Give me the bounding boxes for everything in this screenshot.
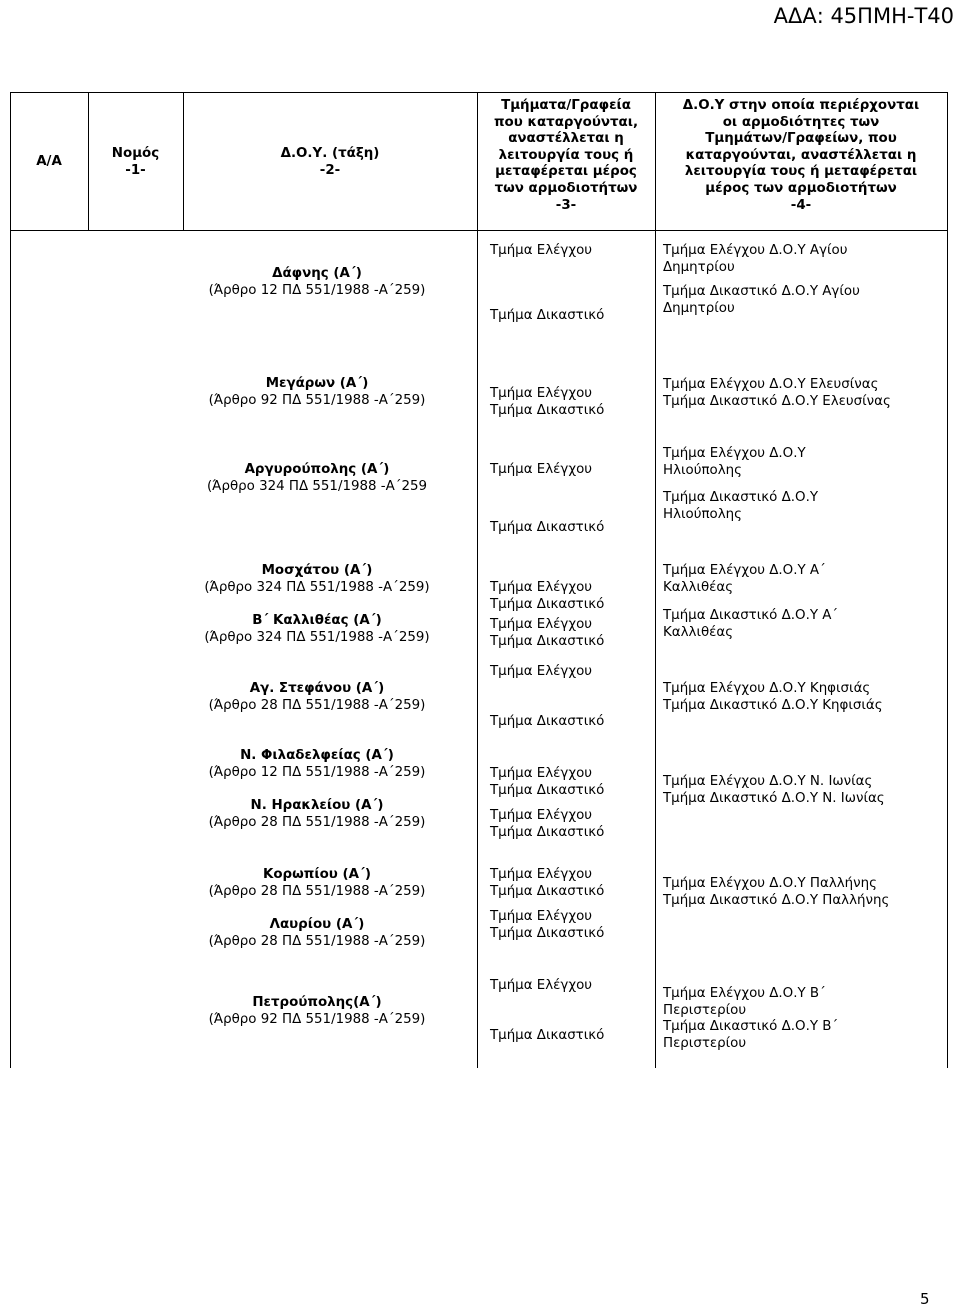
row-koropiou-dest: Τμήμα Ελέγχου Δ.Ο.Υ Παλλήνης Τμήμα Δικαστικό Δ.Ο.Υ Παλλήνης [663,876,890,908]
row-dafnis-doy: Δάφνης (Α΄) (Άρθρο 12 ΠΔ 551/1988 -Α΄259) [208,266,426,298]
row-nfiladelfeias-doy: Ν. Φιλαδελφείας (Α΄) (Άρθρο 12 ΠΔ 551/1988 -Α΄259) [208,748,426,780]
dept-cell: Τμήμα Ελέγχου [490,978,593,993]
row-nfiladelfeias-dest: Τμήμα Ελέγχου Δ.Ο.Υ Ν. Ιωνίας Τμήμα Δικαστικό Δ.Ο.Υ Ν. Ιωνίας [663,774,885,806]
row-petroupolis-doy: Πετρούπολης(Α΄) (Άρθρο 92 ΠΔ 551/1988 -Α΄259) [208,995,426,1027]
col-border-4 [655,92,656,1068]
dept-cell: Τμήμα Δικαστικό [490,520,605,535]
header-aa: Α/Α [36,154,62,169]
dept-cell: Τμήμα Ελέγχου [490,462,593,477]
row-megaron-doy: Μεγάρων (Α΄) (Άρθρο 92 ΠΔ 551/1988 -Α΄259) [208,376,426,408]
row-dafnis-dest: Τμήμα Ελέγχου Δ.Ο.Υ Αγίου Δημητρίου Τμήμα Δικαστικό Δ.Ο.Υ Αγίου Δημητρίου [663,243,860,316]
row-megaron-depts: Τμήμα Ελέγχου Τμήμα Δικαστικό [490,386,605,418]
dept-cell: Τμήμα Δικαστικό [490,308,605,323]
header-target: Δ.Ο.Υ στην οποία περιέρχονται οι αρμοδιότητες των Τμημάτων/Γραφείων, που καταργούνται, αναστέλλεται η λειτουργία τους ή μεταφέρεται μέρος των αρμοδιοτήτων -4- [682,98,920,213]
col-border-left [10,92,11,1068]
row-agstefanou-doy: Αγ. Στεφάνου (Α΄) (Άρθρο 28 ΠΔ 551/1988 -Α΄259) [208,681,426,713]
row-kallitheas-doy: Β΄ Καλλιθέας (Α΄) (Άρθρο 324 ΠΔ 551/1988 -Α΄259) [204,613,430,645]
row-moschatou-dest: Τμήμα Ελέγχου Δ.Ο.Υ Α΄ Καλλιθέας Τμήμα Δικαστικό Δ.Ο.Υ Α΄ Καλλιθέας [663,563,839,640]
row-moschatou-depts: Τμήμα Ελέγχου Τμήμα Δικαστικό Τμήμα Ελέγχου Τμήμα Δικαστικό [490,580,605,649]
row-lavriou-doy: Λαυρίου (Α΄) (Άρθρο 28 ΠΔ 551/1988 -Α΄259) [208,917,426,949]
row-megaron-dest: Τμήμα Ελέγχου Δ.Ο.Υ Ελευσίνας Τμήμα Δικαστικό Δ.Ο.Υ Ελευσίνας [663,377,891,409]
row-moschatou-doy: Μοσχάτου (Α΄) (Άρθρο 324 ΠΔ 551/1988 -Α΄259) [204,563,430,595]
table-top-border [10,92,947,93]
row-nirakleiou-doy: Ν. Ηρακλείου (Α΄) (Άρθρο 28 ΠΔ 551/1988 -Α΄259) [208,798,426,830]
row-koropiou-depts: Τμήμα Ελέγχου Τμήμα Δικαστικό Τμήμα Ελέγχου Τμήμα Δικαστικό [490,867,605,941]
col-border-right [947,92,948,1068]
row-petroupolis-dest: Τμήμα Ελέγχου Δ.Ο.Υ Β΄ Περιστερίου Τμήμα Δικαστικό Δ.Ο.Υ Β΄ Περιστερίου [663,986,839,1051]
row-koropiou-doy: Κορωπίου (Α΄) (Άρθρο 28 ΠΔ 551/1988 -Α΄259) [208,867,426,899]
row-nfiladelfeias-depts: Τμήμα Ελέγχου Τμήμα Δικαστικό Τμήμα Ελέγχου Τμήμα Δικαστικό [490,766,605,840]
row-argyroupolis-dest: Τμήμα Ελέγχου Δ.Ο.Υ Ηλιούπολης Τμήμα Δικαστικό Δ.Ο.Υ Ηλιούπολης [663,446,819,522]
dept-cell: Τμήμα Ελέγχου [490,243,593,258]
header-nomos: Νομός -1- [111,146,160,178]
col-border-3 [477,92,478,1068]
header-tmimata: Τμήματα/Γραφεία που καταργούνται, αναστέλλεται η λειτουργία τους ή μεταφέρεται μέρος των αρμοδιοτήτων -3- [493,98,639,213]
dept-cell: Τμήμα Δικαστικό [490,714,605,729]
dept-cell: Τμήμα Δικαστικό [490,1028,605,1043]
header-doy: Δ.Ο.Υ. (τάξη) -2- [280,146,380,178]
header-bottom-border [10,230,947,231]
row-agstefanou-dest: Τμήμα Ελέγχου Δ.Ο.Υ Κηφισιάς Τμήμα Δικαστικό Δ.Ο.Υ Κηφισιάς [663,681,883,713]
ada-code: ΑΔΑ: 45ΠΜΗ-Τ40 [773,4,954,28]
dept-cell: Τμήμα Ελέγχου [490,664,593,679]
row-argyroupolis-doy: Αργυρούπολης (Α΄) (Άρθρο 324 ΠΔ 551/1988 -Α΄259 [206,462,428,494]
page-number: 5 [920,1290,930,1308]
